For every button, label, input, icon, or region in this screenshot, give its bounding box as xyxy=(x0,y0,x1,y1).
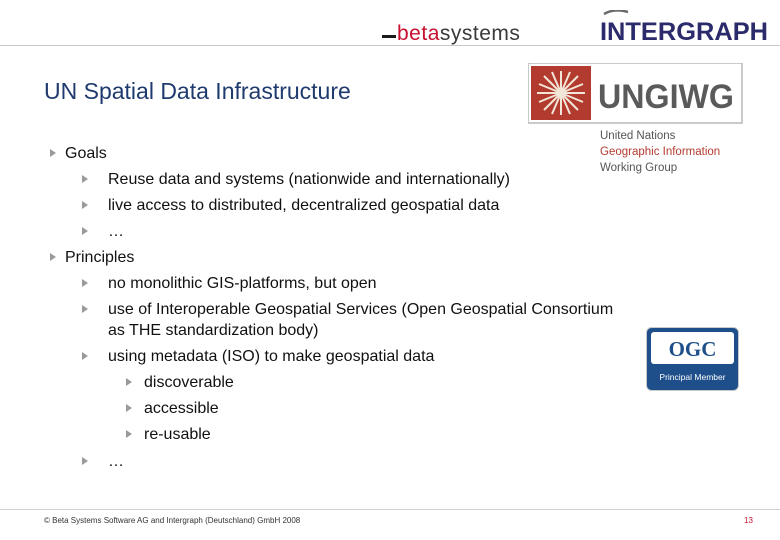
bullet-arrow-icon xyxy=(82,457,88,465)
bullet-goals-item: live access to distributed, decentralized geospatial data xyxy=(108,197,500,214)
bullet-principles-item-continued: as THE standardization body) xyxy=(108,322,319,339)
bullet-arrow-icon xyxy=(50,253,56,261)
intergraph-logo-text: INTERGRAPH xyxy=(600,18,768,44)
footer-divider xyxy=(0,509,780,510)
bullet-goals: Goals xyxy=(65,145,107,162)
intergraph-swoosh-icon xyxy=(604,10,628,14)
bullet-arrow-icon xyxy=(82,279,88,287)
logo-underscore xyxy=(382,35,396,38)
ungiwg-line-1: United Nations xyxy=(600,130,676,142)
ungiwg-line-3: Working Group xyxy=(600,162,678,174)
bullet-arrow-icon xyxy=(82,201,88,209)
bullet-principles-item: no monolithic GIS-platforms, but open xyxy=(108,275,377,292)
page-number: 13 xyxy=(744,516,753,525)
bullet-arrow-icon xyxy=(82,175,88,183)
ogc-principal-member-logo xyxy=(646,327,739,391)
betasystems-logo xyxy=(382,22,520,46)
bullet-sub-item: accessible xyxy=(144,400,219,417)
bullet-principles-item: use of Interoperable Geospatial Services (Open Geospatial Consortium xyxy=(108,301,614,318)
logo-beta-text: beta xyxy=(397,22,440,45)
bullet-arrow-icon xyxy=(82,352,88,360)
bullet-sub-item: discoverable xyxy=(144,374,234,391)
bullet-goals-item: … xyxy=(108,223,124,240)
bullet-sub-item: re-usable xyxy=(144,426,211,443)
ogc-caption: Principal Member xyxy=(659,372,726,382)
ungiwg-line-2: Geographic Information xyxy=(600,146,721,158)
bullet-arrow-icon xyxy=(126,404,132,412)
bullet-principles-item: … xyxy=(108,453,124,470)
slide-title: UN Spatial Data Infrastructure xyxy=(44,78,351,104)
ungiwg-logo-text: UNGIWG xyxy=(598,78,734,116)
bullet-goals-item: Reuse data and systems (nationwide and internationally) xyxy=(108,171,511,188)
ungiwg-logo xyxy=(528,63,744,177)
bullet-arrow-icon xyxy=(126,430,132,438)
header-divider xyxy=(0,45,780,46)
ogc-logo-text: OGC xyxy=(668,337,717,361)
logo-systems-text: systems xyxy=(439,22,521,45)
bullet-principles: Principles xyxy=(65,249,135,266)
bullet-principles-item: using metadata (ISO) to make geospatial data xyxy=(108,348,435,365)
footer-copyright: © Beta Systems Software AG and Intergraph (Deutschland) GmbH 2008 xyxy=(44,516,301,525)
bullet-arrow-icon xyxy=(126,378,132,386)
bullet-arrow-icon xyxy=(82,227,88,235)
intergraph-logo xyxy=(598,10,770,44)
bullet-arrow-icon xyxy=(50,149,56,157)
bullet-arrow-icon xyxy=(82,305,88,313)
